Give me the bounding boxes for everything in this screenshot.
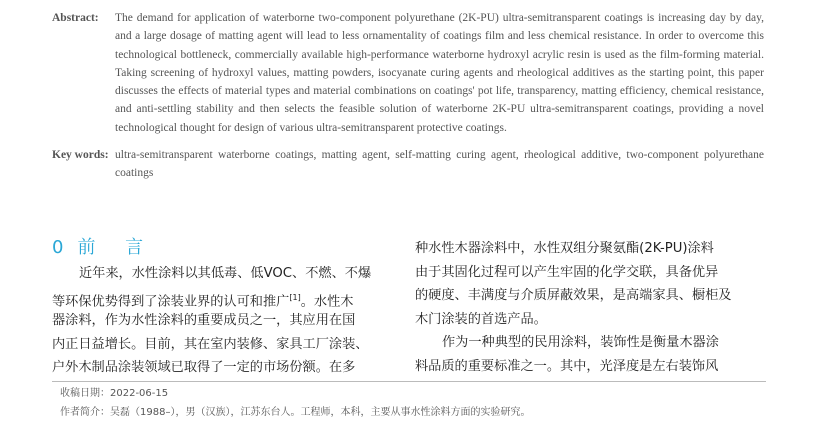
paragraph-line: 作为一种典型的民用涂料，装饰性是衡量木器涂: [442, 335, 719, 351]
section-heading: [52, 233, 155, 259]
paragraph-line: 种水性木器涂料中，水性双组分聚氨酯(2K-PU)涂料: [415, 241, 714, 256]
keywords-label: Key words:: [52, 149, 109, 161]
paragraph-line: [52, 286, 392, 310]
abstract-text: The demand for application of waterborne two-component polyurethane (2K-PU) ultra-semitransparent coatings is increasing day by day, and a large dosage of matting agent will lead to less ornamentality of coatings film and less chemical resistance. In order to overcome this technological bottleneck, commercially available high-performance waterborne hydroxyl acrylic resin is used as the film-forming material. Taking screening of hydroxyl values, matting powders, isocyanate curing agents and rheological additives as the starting point, this paper discusses the effects of material types and material combinations on coatings' pot life, transparency, matting efficiency, chemical resistance, and anti-settling stability and then selects the feasible solution of waterborne 2K-PU ultra-semitransparent coatings, providing a novel technological thought for design of various ultra-semitransparent protective coatings.: [115, 12, 764, 134]
paragraph-line: 的硬度、丰满度与介质屏蔽效果，是高端家具、橱柜及: [415, 288, 732, 304]
paragraph-line: 木门涂装的首选产品。: [415, 311, 547, 327]
paragraph-line-text: 等环保优势得到了涂装业界的认可和推广: [52, 293, 290, 309]
section-number: 0: [52, 237, 64, 258]
paragraph-line-tail: 。水性木: [300, 293, 354, 309]
paragraph-line: 户外木制品涂装领域已取得了一定的市场份额。在多: [52, 360, 356, 376]
paragraph-line: 器涂料，作为水性涂料的重要成员之一，其应用在国: [52, 313, 356, 329]
footnote-divider: [52, 381, 766, 382]
received-date: 收稿日期：2022-06-15: [60, 388, 169, 399]
paragraph-line: 料品质的重要标准之一。其中，光泽度是左右装饰风: [415, 358, 719, 374]
paragraph-line: 近年来，水性涂料以其低毒、低VOC、不燃、不爆: [79, 266, 372, 281]
citation-superscript: [1]: [289, 292, 301, 302]
abstract-label: Abstract:: [52, 12, 99, 24]
right-column: [415, 237, 765, 379]
paragraph-line: 内正日益增长。目前，其在室内装修、家具工厂涂装、: [52, 336, 369, 352]
left-column: [52, 262, 392, 380]
abstract-block: [52, 9, 764, 137]
author-bio: 作者简介：吴磊（1988–），男（汉族），江苏东台人。工程师，本科，主要从事水性涂料方面的实验研究。: [60, 407, 531, 418]
keywords-block: [52, 146, 764, 183]
keywords-text: ultra-semitransparent waterborne coatings, matting agent, self-matting curing agent, rheological additive, two-component polyurethane coatings: [115, 149, 764, 180]
paragraph-line: 由于其固化过程可以产生牢固的化学交联，具备优异: [415, 264, 719, 280]
section-title: 前 言: [77, 237, 156, 258]
